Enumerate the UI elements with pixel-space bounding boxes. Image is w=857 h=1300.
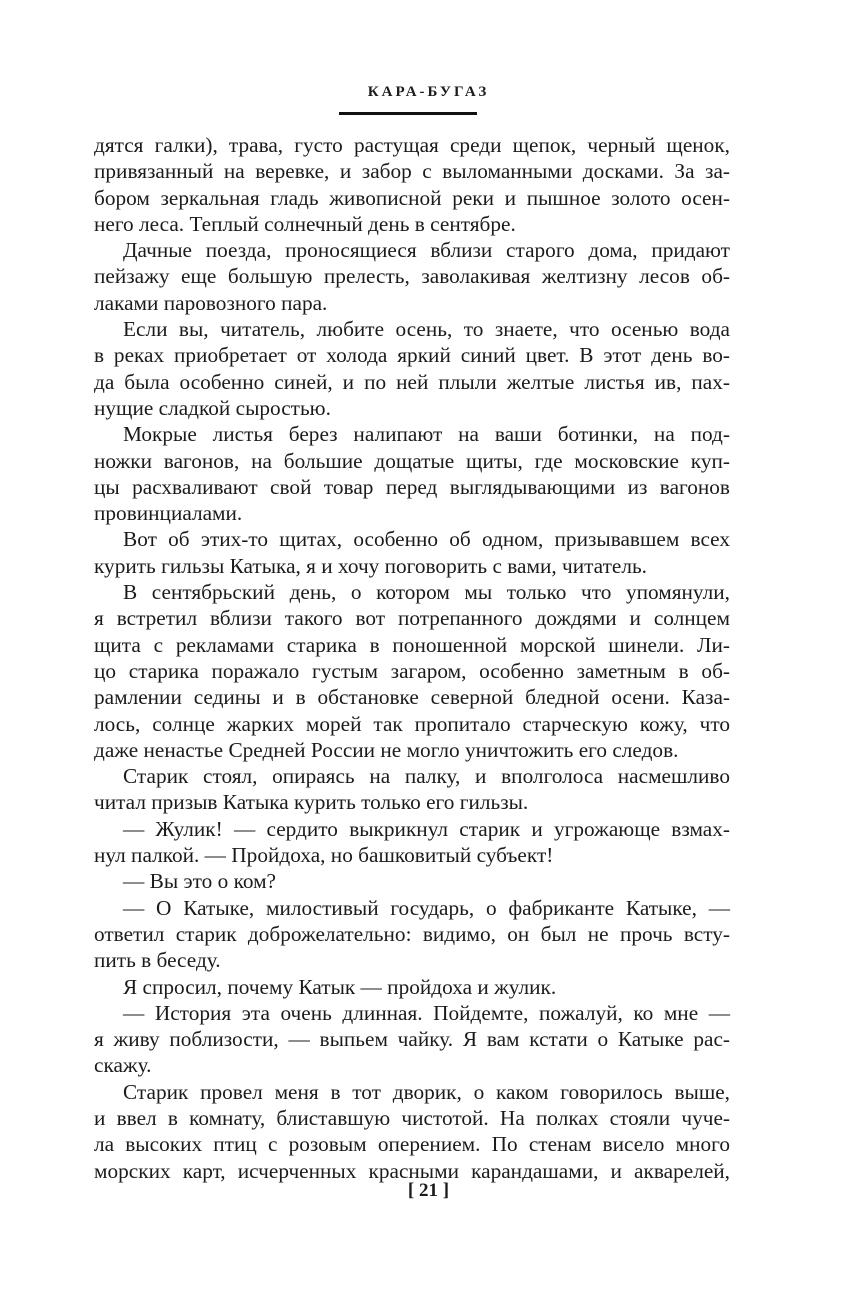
text-line: нущие сладкой сыростью. [94,395,331,420]
text-line: скажу. [94,1053,152,1078]
text-line: — История эта очень длинная. Пойдемте, пожалуй, ко мне — [123,1000,730,1025]
text-line: цы расхваливают свой товар перед выглядывающими из вагонов [94,474,730,499]
text-line: читал призыв Катыка курить только его гильзы. [94,790,529,815]
text-line: Если вы, читатель, любите осень, то знаете, что осенью вода [123,317,730,342]
page-number: [ 21 ] [407,1180,450,1201]
text-line: цо старика поражало густым загаром, особенно заметным в об- [94,658,730,683]
text-line: Дачные поезда, проносящиеся вблизи старого дома, придают [123,238,730,263]
text-line: и ввел в комнату, блиставшую чистотой. На полках стояли чуче- [94,1105,730,1130]
text-line: морских карт, исчерченных красными карандашами, и акварелей, [94,1158,730,1183]
text-line: привязанный на веревке, и забор с выломанными досками. За за- [94,159,730,184]
header-rule [339,112,477,115]
text-line: бором зеркальная гладь живописной реки и пышное золото осен- [94,185,730,210]
text-line: я живу поблизости, — выпьем чайку. Я вам кстати о Катыке рас- [94,1027,730,1052]
text-line: рамлении седины и в обстановке северной бледной осени. Каза- [94,685,730,710]
text-line: Вот об этих-то щитах, особенно об одном, призывавшем всех [123,527,730,552]
text-line: — Жулик! — сердито выкрикнул старик и угрожающе взмах- [123,816,730,841]
text-line: — Вы это о ком? [123,869,277,894]
text-line: В сентябрьский день, о котором мы только что упомянули, [123,580,730,605]
text-line: даже ненастье Средней России не могло уничтожить его следов. [94,737,679,762]
text-line: курить гильзы Катыка, я и хочу поговорить с вами, читатель. [94,553,648,578]
text-line: ножки вагонов, на большие дощатые щиты, где московские куп- [94,448,730,473]
text-line: да была особенно синей, и по ней плыли желтые листья ив, пах- [94,369,730,394]
text-line: него леса. Теплый солнечный день в сентябре. [94,211,516,236]
text-line: в реках приобретает от холода яркий синий цвет. В этот день во- [94,343,730,368]
text-line: щита с рекламами старика в поношенной морской шинели. Ли- [94,632,730,657]
text-line: лаками паровозного пара. [94,290,328,315]
text-line: лось, солнце жарких морей так пропитало старческую кожу, что [94,711,730,736]
running-head: КАРА-БУГАЗ [367,84,490,100]
text-line: Старик стоял, опираясь на палку, и вполголоса насмешливо [123,764,730,789]
text-line: пейзажу еще большую прелесть, заволакивая желтизну лесов об- [94,264,730,289]
text-line: я встретил вблизи такого вот потрепанного дождями и солнцем [94,606,730,631]
body-text [94,132,730,1184]
text-line: нул палкой. — Пройдоха, но башковитый субъект! [94,843,554,868]
text-line: Я спросил, почему Катык — пройдоха и жулик. [123,974,557,999]
text-line: — О Катыке, милостивый государь, о фабриканте Катыке, — [123,895,730,920]
text-line: Старик провел меня в тот дворик, о каком говорилось выше, [123,1079,730,1104]
text-line: Мокрые листья берез налипают на ваши ботинки, на под- [123,422,730,447]
text-line: ла высоких птиц с розовым оперением. По стенам висело много [94,1132,730,1157]
text-line: пить в беседу. [94,948,221,973]
text-line: ответил старик доброжелательно: видимо, он был не прочь всту- [94,921,730,946]
text-line: провинциалами. [94,501,243,526]
text-line: дятся галки), трава, густо растущая среди щепок, черный щенок, [94,133,730,157]
